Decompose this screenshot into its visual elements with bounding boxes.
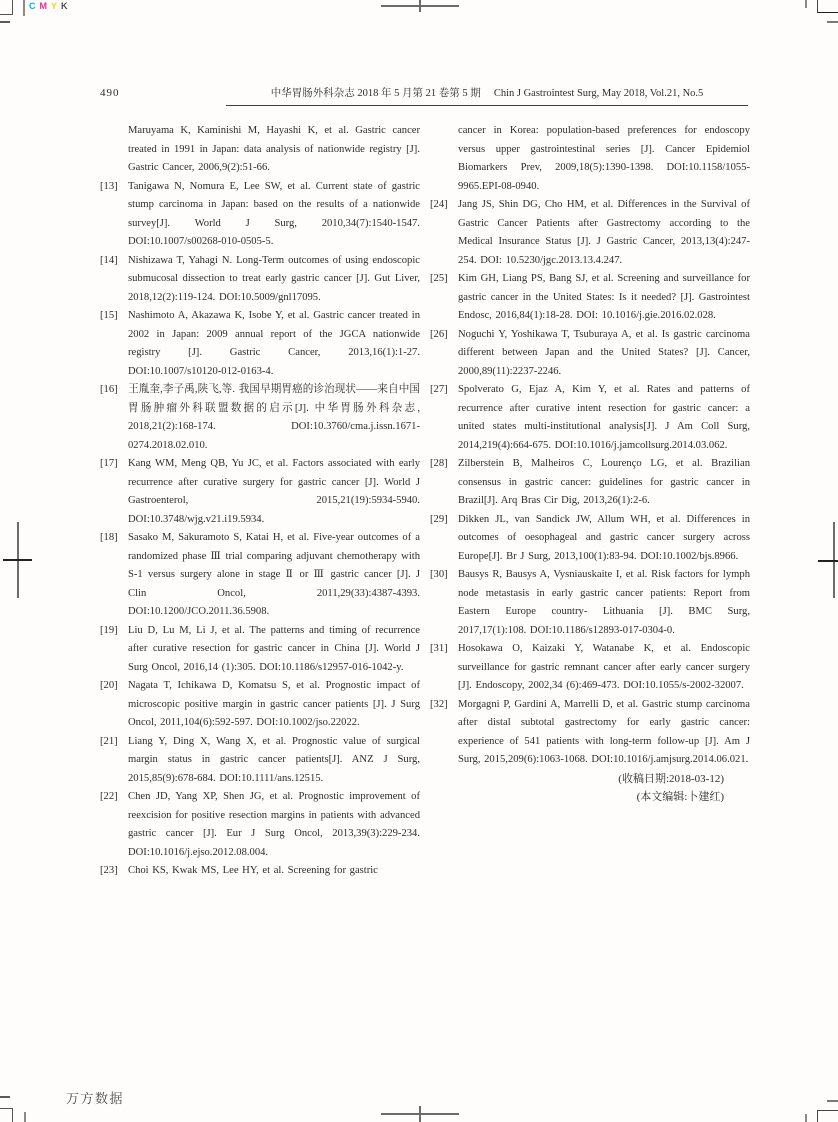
reference-number: [25] bbox=[430, 273, 448, 284]
reference-text: Sasako M, Sakuramoto S, Katai H, et al. Five-year outcomes of a randomized phase Ⅲ trial comparing adjuvant chemotherapy with S-1 versus surgery alone in stage Ⅱ or Ⅲ gastric cancer [J]. J Clin Oncol, 2011,29(33):4387-4393. DOI:10.1200/JCO.2011.36.5908. bbox=[128, 532, 420, 617]
reference-text: Noguchi Y, Yoshikawa T, Tsuburaya A, et al. Is gastric carcinoma different between Japan and the United States? [J]. Cancer, 2000,89(11):2237-2246. bbox=[458, 328, 750, 377]
references-section bbox=[100, 122, 750, 881]
crop-mark-bottom-left-box bbox=[0, 1108, 13, 1122]
editorial-note: (收稿日期:2018-03-12) bbox=[618, 772, 724, 785]
reference-text: Liu D, Lu M, Li J, et al. The patterns and timing of recurrence after curative resection for gastric cancer in China [J]. World J Surg Oncol, 2016,14 (1):305. DOI:10.1186/s12957-016-1042-y. bbox=[128, 624, 420, 673]
wanfang-watermark: 万方数据 bbox=[66, 1092, 125, 1107]
reference-text: Jang JS, Shin DG, Cho HM, et al. Differences in the Survival of Gastric Cancer Patients after Gastrectomy according to the Medical Insurance Status [J]. J Gastric Cancer, 2013,13(4):247-254. DOI: 10.5230/jgc.2013.13.4.247. bbox=[458, 199, 750, 266]
crop-mark-bottom-left-dash bbox=[0, 1096, 10, 1098]
reference-text: Kang WM, Meng QB, Yu JC, et al. Factors associated with early recurrence after curative surgery for gastric cancer [J]. World J Gastroenterol, 2015,21(19):5934-5940. DOI:10.3748/wjg.v21.i19.5934. bbox=[128, 458, 420, 525]
reference-item bbox=[430, 696, 750, 770]
crop-mark-top-right-box bbox=[817, 0, 838, 13]
reference-number: [22] bbox=[100, 791, 118, 802]
crop-mark-bottom-left-tick bbox=[24, 1112, 26, 1122]
reference-text: Morgagni P, Gardini A, Marrelli D, et al. Gastric stump carcinoma after distal subtotal gastrectomy for early gastric cancer: experience of 541 patients with long-term follow-up [J]. Am J Surg, 2015,209(6):1063-1068. DOI:10.1016/j.amjsurg.2014.06.021. bbox=[458, 698, 750, 765]
cmyk-separator-bar bbox=[23, 0, 25, 16]
reference-item bbox=[430, 381, 750, 455]
crop-mark-top-right-dash bbox=[827, 21, 838, 23]
reference-number: [18] bbox=[100, 532, 118, 543]
cmyk-letter-k: K bbox=[61, 1, 68, 11]
reference-item bbox=[100, 307, 420, 381]
reference-text: Maruyama K, Kaminishi M, Hayashi K, et al. Gastric cancer treated in 1991 in Japan: data analysis of nationwide registry [J]. Gastric Cancer, 2006,9(2):51-66. bbox=[128, 125, 420, 173]
reference-text: Bausys R, Bausys A, Vysniauskaite I, et al. Risk factors for lymph node metastasis in early gastric cancer patients: Report from Eastern Europe country- Lithuania [J]. BMC Surg, 2017,17(1):108. DOI:10.1186/s12893-017-0304-0. bbox=[458, 569, 750, 636]
reference-item bbox=[100, 455, 420, 529]
reference-number: [26] bbox=[430, 328, 448, 340]
reference-text: Hosokawa O, Kaizaki Y, Watanabe K, et al. Endoscopic surveillance for gastric remnant cancer after early cancer surgery [J]. Endoscopy, 2002,34 (6):469-473. DOI:10.1055/s-2002-32007. bbox=[458, 643, 750, 691]
reference-number: [31] bbox=[430, 643, 448, 654]
reference-item bbox=[100, 733, 420, 789]
registration-mark-top-center-tick bbox=[419, 0, 421, 12]
reference-number: [32] bbox=[430, 698, 448, 710]
reference-item bbox=[430, 511, 750, 567]
page-number: 490 bbox=[100, 87, 120, 99]
reference-number: [23] bbox=[100, 865, 118, 876]
reference-item bbox=[100, 178, 420, 252]
crop-mark-top-left-box bbox=[0, 0, 13, 15]
journal-running-head: 中华胃肠外科杂志 2018 年 5 月第 21 卷第 5 期 Chin J Gastrointest Surg, May 2018, Vol.21, No.5 bbox=[226, 85, 748, 106]
reference-number: [20] bbox=[100, 680, 118, 691]
reference-item bbox=[100, 862, 420, 881]
reference-item bbox=[430, 326, 750, 382]
cmyk-registration-label bbox=[29, 1, 72, 11]
crop-mark-bottom-right-dash bbox=[827, 1100, 838, 1102]
registration-mark-bottom-center-tick bbox=[419, 1106, 421, 1122]
reference-text: Liang Y, Ding X, Wang X, et al. Prognostic value of surgical margin status in gastric cancer patients[J]. ANZ J Surg, 2015,85(9):678-684. DOI:10.1111/ans.12515. bbox=[128, 735, 420, 784]
reference-text: Dikken JL, van Sandick JW, Allum WH, et al. Differences in outcomes of oesophageal and gastric cancer surgery across Europe[J]. Br J Surg, 2013,100(1):83-94. DOI:10.1002/bjs.8966. bbox=[458, 513, 750, 562]
reference-number: [17] bbox=[100, 458, 118, 469]
reference-number: [15] bbox=[100, 310, 118, 321]
reference-item bbox=[100, 529, 420, 622]
reference-text: Kim GH, Liang PS, Bang SJ, et al. Screening and surveillance for gastric cancer in the United States: Is it needed? [J]. Gastrointest Endosc, 2016,84(1):18-28. DOI: 10.1016/j.gie.2016.02.028. bbox=[458, 273, 750, 321]
registration-mark-left-middle-tick bbox=[3, 559, 32, 561]
reference-item bbox=[100, 252, 420, 308]
reference-number: [13] bbox=[100, 180, 118, 192]
reference-item bbox=[430, 640, 750, 696]
reference-text: Nashimoto A, Akazawa K, Isobe Y, et al. Gastric cancer treated in 2002 in Japan: 2009 annual report of the JGCA nationwide registry [J]. Gastric Cancer, 2013,16(1):1-27. DOI:10.1007/s10120-012-0163-4. bbox=[128, 310, 420, 377]
reference-number: [27] bbox=[430, 384, 448, 395]
reference-number: [29] bbox=[430, 513, 448, 525]
reference-text: Choi KS, Kwak MS, Lee HY, et al. Screening for gastric bbox=[128, 865, 378, 876]
reference-text: Zilberstein B, Malheiros C, Lourenço LG, et al. Brazilian consensus in gastric cancer: guidelines for gastric cancer in Brazil[J]. Arq Bras Cir Dig, 2013,26(1):2-6. bbox=[458, 458, 750, 506]
reference-text: Spolverato G, Ejaz A, Kim Y, et al. Rates and patterns of recurrence after curative intent resection for gastric cancer: a united states multi-institutional analysis[J]. J Am Coll Surg, 2014,219(4):664-675. DOI:10.1016/j.jamcollsurg.2014.03.062. bbox=[458, 384, 750, 451]
reference-number: [21] bbox=[100, 735, 118, 747]
reference-item bbox=[430, 196, 750, 270]
reference-text: Chen JD, Yang XP, Shen JG, et al. Prognostic improvement of reexcision for positive resection margins in patients with advanced gastric cancer [J]. Eur J Surg Oncol, 2013,39(3):229-234. DOI:10.1016/j.ejso.2012.08.004. bbox=[128, 791, 420, 858]
reference-number: [24] bbox=[430, 199, 448, 210]
crop-mark-bottom-right-tick bbox=[805, 1114, 807, 1122]
reference-text: Tanigawa N, Nomura E, Lee SW, et al. Current state of gastric stump carcinoma in Japan: based on the results of a nationwide survey[J]. World J Surg, 2010,34(7):1540-1547. DOI:10.1007/s00268-010-0505-5. bbox=[128, 180, 420, 247]
cmyk-letter-c: C bbox=[29, 1, 36, 11]
reference-text: Nishizawa T, Yahagi N. Long-Term outcomes of using endoscopic submucosal dissection to treat early gastric cancer [J]. Gut Liver, 2018,12(2):119-124. DOI:10.5009/gnl17095. bbox=[128, 254, 420, 303]
reference-item bbox=[100, 622, 420, 678]
reference-item bbox=[100, 381, 420, 455]
reference-number: [28] bbox=[430, 458, 448, 469]
cmyk-letter-y: Y bbox=[51, 1, 58, 11]
reference-number: [14] bbox=[100, 254, 118, 266]
editorial-note: (本文编辑:卜建红) bbox=[636, 791, 724, 803]
reference-item bbox=[430, 566, 750, 640]
registration-mark-right-middle-tick bbox=[818, 560, 838, 562]
reference-text: 王胤奎,李子禹,陕飞,等. 我国早期胃癌的诊治现状——来自中国胃肠肿瘤外科联盟数据的启示[J]. 中华胃肠外科杂志, 2018,21(2):168-174. DOI:10.3760/cma.j.issn.1671-0274.2018.02.010. bbox=[128, 384, 420, 451]
references-column-right bbox=[430, 122, 750, 807]
crop-mark-bottom-right-box bbox=[817, 1110, 838, 1122]
reference-text: Nagata T, Ichikawa D, Komatsu S, et al. Prognostic impact of microscopic positive margin in gastric cancer patients [J]. J Surg Oncol, 2011,104(6):592-597. DOI:10.1002/jso.22022. bbox=[128, 680, 420, 728]
references-column-left bbox=[100, 122, 420, 881]
reference-number: [19] bbox=[100, 624, 118, 636]
reference-text: cancer in Korea: population-based preferences for endoscopy versus upper gastrointestinal series [J]. Cancer Epidemiol Biomarkers Prev, 2009,18(5):1390-1398. DOI:10.1158/1055-9965.EPI-08-0940. bbox=[458, 125, 750, 192]
reference-number: [16] bbox=[100, 384, 118, 395]
reference-item bbox=[100, 677, 420, 733]
reference-item bbox=[100, 788, 420, 862]
crop-mark-top-left-dash bbox=[0, 21, 10, 23]
crop-mark-top-right-tick bbox=[805, 0, 807, 8]
cmyk-letter-m: M bbox=[39, 1, 47, 11]
reference-item bbox=[430, 270, 750, 326]
reference-item bbox=[430, 122, 750, 196]
reference-number: [30] bbox=[430, 569, 448, 580]
reference-item bbox=[100, 122, 420, 178]
reference-item bbox=[430, 455, 750, 511]
